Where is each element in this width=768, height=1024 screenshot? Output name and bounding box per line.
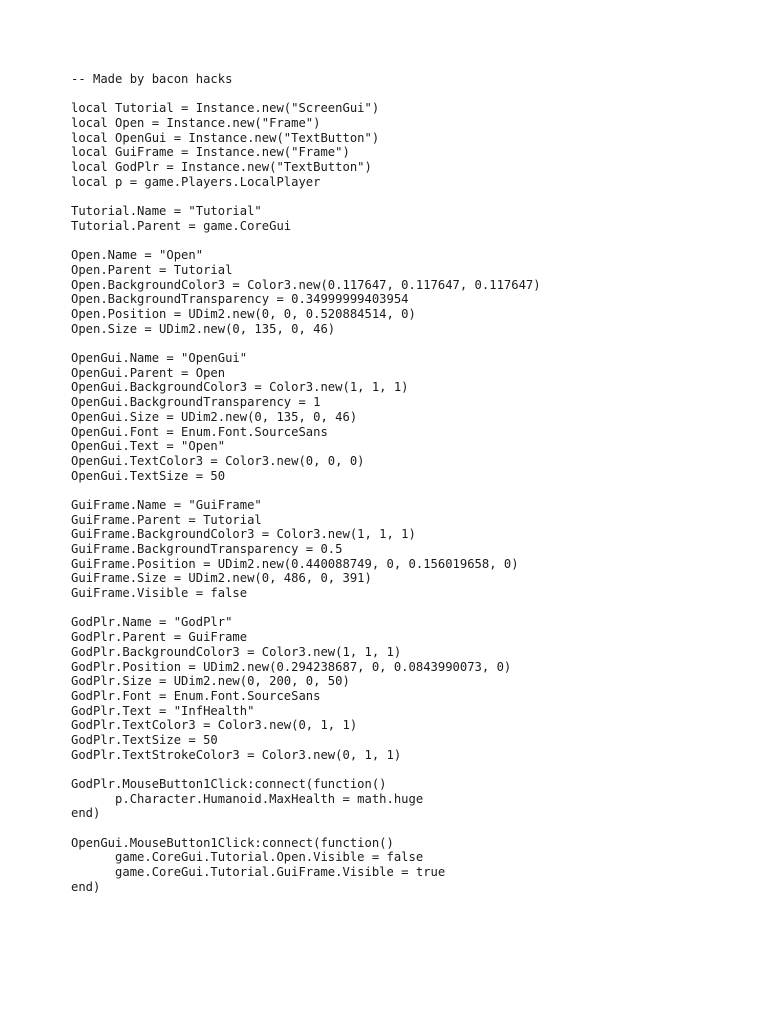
code-line: OpenGui.TextSize = 50 xyxy=(71,468,226,483)
code-line: OpenGui.Name = "OpenGui" xyxy=(71,351,248,366)
blank-line xyxy=(71,336,751,351)
blank-line xyxy=(71,483,751,498)
code-line: local GuiFrame = Instance.new("Frame") xyxy=(71,145,350,160)
code-line: local p = game.Players.LocalPlayer xyxy=(71,174,321,189)
code-line: OpenGui.Size = UDim2.new(0, 135, 0, 46) xyxy=(71,409,358,424)
code-line: Open.Parent = Tutorial xyxy=(71,262,233,277)
code-line: GodPlr.Position = UDim2.new(0.294238687, 0, 0.0843990073, 0) xyxy=(71,659,512,674)
code-line: game.CoreGui.Tutorial.Open.Visible = false xyxy=(71,850,424,865)
code-line: GodPlr.TextColor3 = Color3.new(0, 1, 1) xyxy=(71,718,358,733)
code-line: GodPlr.Text = "InfHealth" xyxy=(71,703,255,718)
code-line: GodPlr.Parent = GuiFrame xyxy=(71,630,248,645)
code-line: Open.BackgroundTransparency = 0.34999999403954 xyxy=(71,292,409,307)
code-line: OpenGui.Parent = Open xyxy=(71,365,226,380)
blank-line xyxy=(71,234,751,249)
code-line: Open.Size = UDim2.new(0, 135, 0, 46) xyxy=(71,321,336,336)
blank-line xyxy=(71,821,751,836)
code-line: Open.Name = "Open" xyxy=(71,248,204,263)
code-line: GuiFrame.Size = UDim2.new(0, 486, 0, 391) xyxy=(71,571,372,586)
code-line: Open.BackgroundColor3 = Color3.new(0.117647, 0.117647, 0.117647) xyxy=(71,277,541,292)
code-line: local Open = Instance.new("Frame") xyxy=(71,116,321,131)
code-line: local Tutorial = Instance.new("ScreenGui") xyxy=(71,101,380,116)
code-line: OpenGui.BackgroundTransparency = 1 xyxy=(71,395,321,410)
code-document xyxy=(71,72,751,895)
code-line: OpenGui.MouseButton1Click:connect(function() xyxy=(71,835,394,850)
code-line: end) xyxy=(71,806,101,821)
code-line: local GodPlr = Instance.new("TextButton") xyxy=(71,160,372,175)
code-line: GuiFrame.Visible = false xyxy=(71,586,248,601)
code-line: -- Made by bacon hacks xyxy=(71,72,233,86)
code-line: GuiFrame.Parent = Tutorial xyxy=(71,512,262,527)
code-line: GodPlr.TextStrokeColor3 = Color3.new(0, 1, 1) xyxy=(71,747,402,762)
blank-line xyxy=(71,87,751,102)
code-line: Open.Position = UDim2.new(0, 0, 0.520884514, 0) xyxy=(71,307,416,321)
code-line: GodPlr.Font = Enum.Font.SourceSans xyxy=(71,688,321,703)
code-line: p.Character.Humanoid.MaxHealth = math.huge xyxy=(71,791,424,806)
code-line: GodPlr.MouseButton1Click:connect(function() xyxy=(71,777,387,791)
code-line: GuiFrame.Position = UDim2.new(0.440088749, 0, 0.156019658, 0) xyxy=(71,556,519,571)
code-line: Tutorial.Name = "Tutorial" xyxy=(71,204,262,219)
code-line: game.CoreGui.Tutorial.GuiFrame.Visible = true xyxy=(71,865,446,880)
code-line: GodPlr.BackgroundColor3 = Color3.new(1, 1, 1) xyxy=(71,644,402,659)
code-line: GodPlr.TextSize = 50 xyxy=(71,732,218,747)
code-line: OpenGui.TextColor3 = Color3.new(0, 0, 0) xyxy=(71,453,365,468)
code-line: end) xyxy=(71,879,101,894)
code-line: GodPlr.Name = "GodPlr" xyxy=(71,615,233,630)
code-line: OpenGui.Font = Enum.Font.SourceSans xyxy=(71,424,328,439)
blank-line xyxy=(71,190,751,205)
code-line: GodPlr.Size = UDim2.new(0, 200, 0, 50) xyxy=(71,674,350,689)
code-line: GuiFrame.BackgroundColor3 = Color3.new(1, 1, 1) xyxy=(71,527,416,542)
code-line: GuiFrame.Name = "GuiFrame" xyxy=(71,497,262,512)
code-line: OpenGui.BackgroundColor3 = Color3.new(1, 1, 1) xyxy=(71,380,409,395)
blank-line xyxy=(71,762,751,777)
code-line: OpenGui.Text = "Open" xyxy=(71,439,226,454)
blank-line xyxy=(71,601,751,616)
code-line: local OpenGui = Instance.new("TextButton") xyxy=(71,130,380,145)
code-line: Tutorial.Parent = game.CoreGui xyxy=(71,218,292,233)
code-line: GuiFrame.BackgroundTransparency = 0.5 xyxy=(71,542,343,556)
